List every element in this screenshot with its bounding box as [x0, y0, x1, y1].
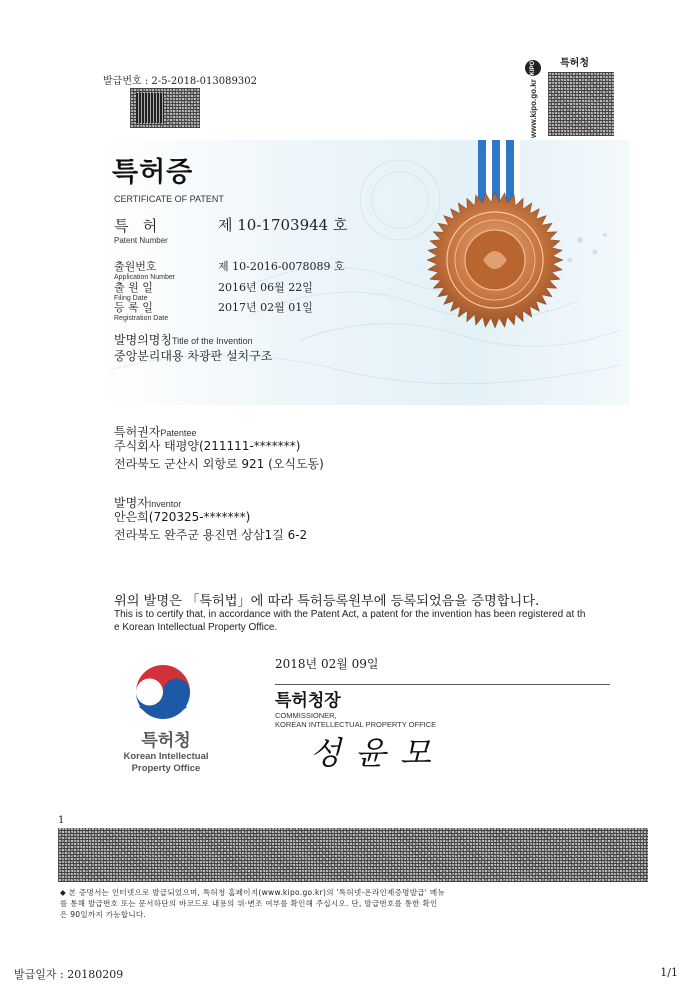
gold-seal-icon: [425, 190, 565, 330]
kipo-logo-icon: KIPO: [525, 60, 541, 76]
office-name-kr: 특허청: [141, 731, 191, 751]
certificate-subtitle: CERTIFICATE OF PATENT: [114, 194, 224, 204]
issue-number: 발급번호 : 2-5-2018-013089302: [103, 76, 257, 87]
field-label: 출 원 일: [114, 281, 153, 294]
page-marker: 1: [58, 815, 65, 826]
inventor-label-kr: 발명자: [114, 496, 149, 510]
certification-statement-en-2: e Korean Intellectual Property Office.: [114, 622, 278, 633]
patentee-address: 전라북도 군산시 외항로 921 (오식도동): [114, 457, 324, 471]
invention-label-kr: 발명의명칭: [114, 333, 172, 347]
inventor-address: 전라북도 완주군 용진면 상삼1길 6-2: [114, 528, 308, 542]
commissioner-rule: [275, 684, 610, 685]
invention-label: [114, 329, 253, 348]
inventor-label-en: Inventor: [148, 499, 182, 509]
invention-title: 중앙분리대용 차광판 설치구조: [114, 349, 273, 363]
notice-line: ◆ 본 증명서는 인터넷으로 발급되었으며, 특허청 홈페이지(www.kipo.go.kr)의 '특허넷-온라인제증명발급' 메뉴: [60, 888, 445, 897]
field-label-en: Filing Date: [114, 295, 148, 302]
kipo-url: www.kipo.go.kr: [528, 79, 538, 138]
kipo-vertical-mark: [520, 52, 546, 138]
footer-issue-date: 발급일자 : 20180209: [14, 968, 124, 981]
certificate-title: 특허증: [112, 157, 194, 188]
verification-notice: [60, 887, 650, 920]
field-value: 2016년 06월 22일: [218, 281, 313, 294]
patentee-label-en: Patentee: [160, 428, 197, 438]
footer-page-number: 1/1: [660, 966, 678, 979]
certification-statement-en-1: This is to certify that, in accordance with the Patent Act, a patent for the invention has been registered at th: [114, 609, 586, 620]
kipo-name: 특허청: [560, 58, 589, 69]
notice-line: 은 90일까지 가능합니다.: [60, 910, 147, 919]
certification-statement-kr: 위의 발명은 「특허법」에 따라 특허등록원부에 등록되었음을 증명합니다.: [114, 594, 540, 609]
field-label-en: Application Number: [114, 274, 176, 281]
patentee-label-kr: 특허권자: [114, 425, 161, 439]
office-name-en-2: Property Office: [131, 763, 201, 774]
issued-date: 2018년 02월 09일: [275, 657, 379, 671]
kipo-taegeuk-logo-icon: [130, 662, 196, 722]
field-label-en: Registration Date: [114, 315, 169, 322]
field-registration-date: [114, 299, 168, 322]
field-value: 2017년 02월 01일: [218, 301, 313, 314]
invention-label-en: Title of the Invention: [171, 336, 253, 346]
field-label: 출원번호: [114, 260, 157, 273]
commissioner-title: 특허청장: [275, 691, 341, 711]
patent-label-en: Patent Number: [114, 236, 168, 245]
patentee-name: 주식회사 태평양(211111-*******): [114, 439, 301, 453]
document-barcode: [58, 828, 648, 882]
field-value: 제 10-2016-0078089 호: [218, 260, 345, 273]
patent-label: 특 허: [114, 217, 158, 235]
inventor-name: 안은희(720325-*******): [114, 510, 251, 524]
commissioner-title-en-2: KOREAN INTELLECTUAL PROPERTY OFFICE: [275, 720, 437, 729]
field-application-number: [114, 258, 175, 281]
commissioner-title-en-1: COMMISSIONER,: [275, 711, 337, 720]
office-name-en-1: Korean Intellectual: [123, 751, 209, 762]
field-label: 등 록 일: [114, 301, 153, 314]
qr-code-right: [548, 72, 614, 136]
notice-line: 를 통해 발급번호 또는 문서하단의 바코드로 내용의 위·변조 여부를 확인해 주십시오. 단, 발급번호를 통한 확인: [60, 899, 438, 908]
patent-number: 제 10-1703944 호: [218, 216, 348, 234]
commissioner-signature: 성윤모: [310, 734, 445, 772]
qr-code-left: [130, 88, 200, 128]
